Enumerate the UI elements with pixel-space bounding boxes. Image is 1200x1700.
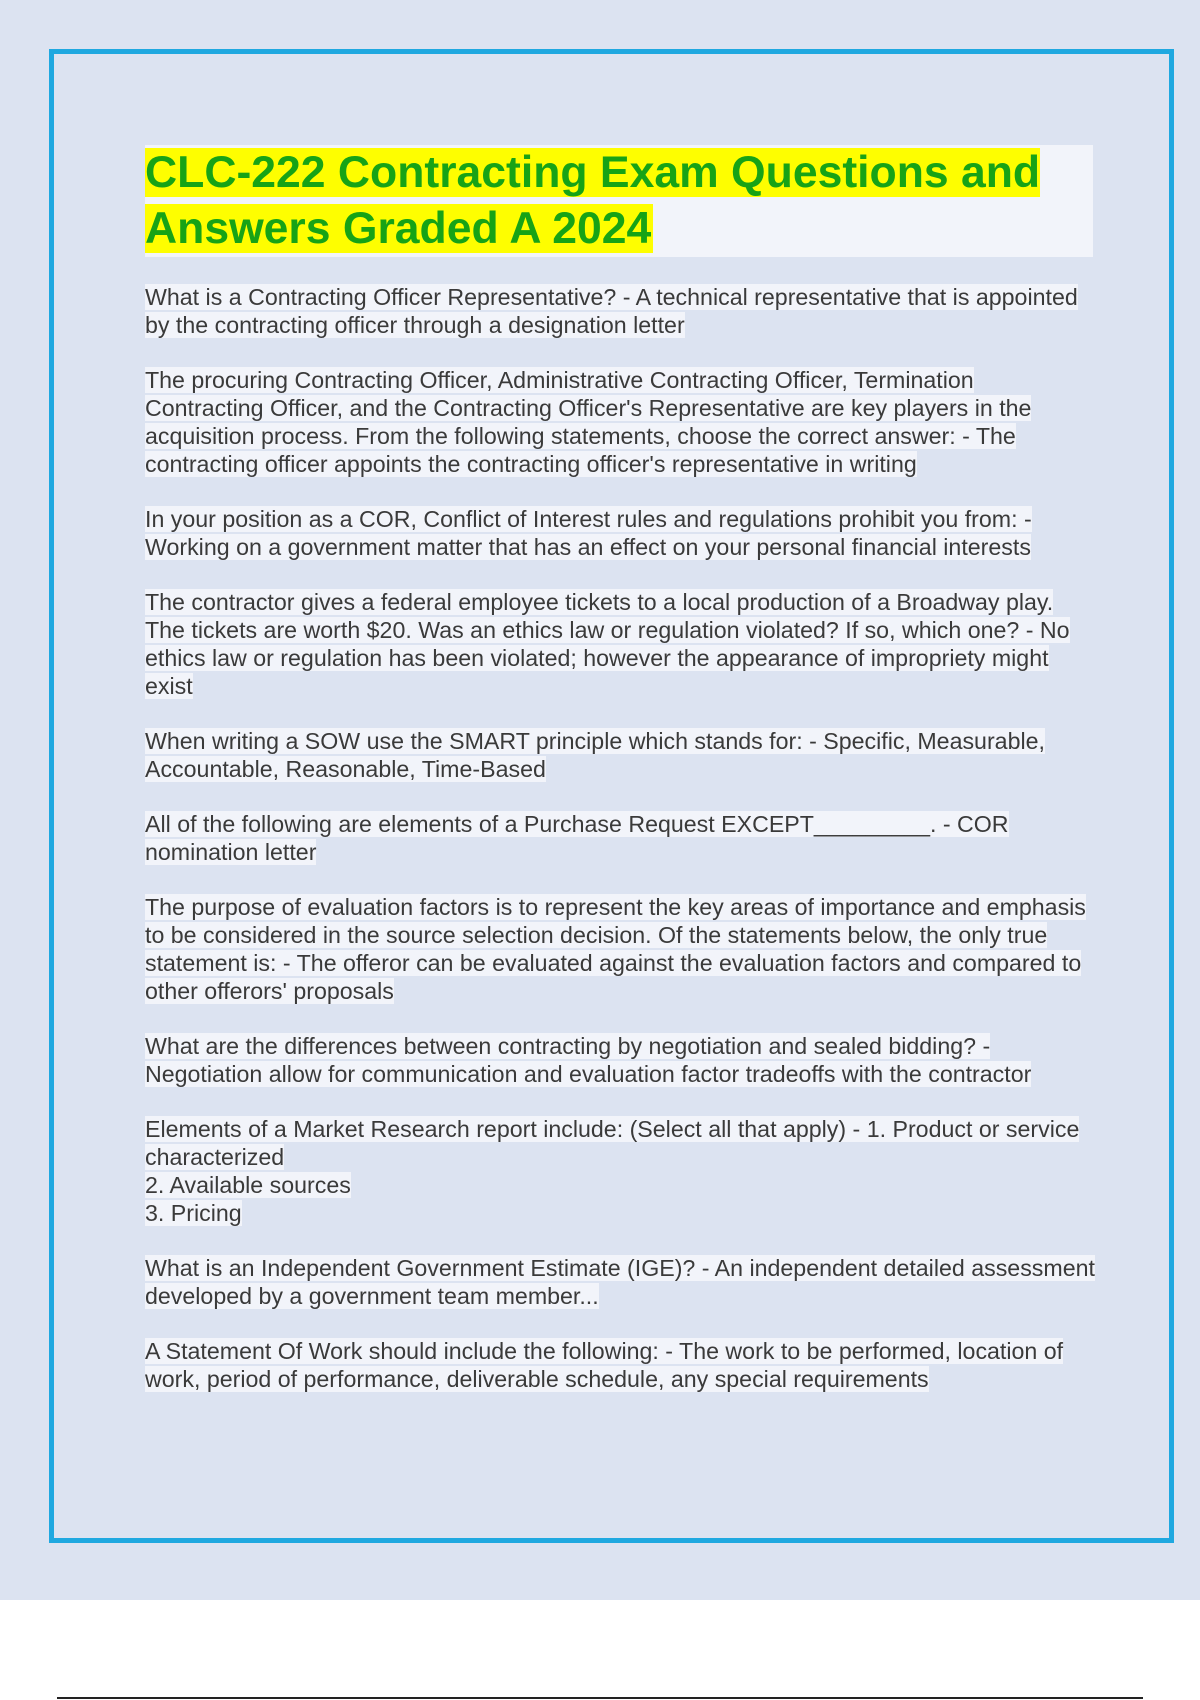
qa-item (145, 810, 1095, 866)
document-title-text: CLC-222 Contracting Exam Questions and Answers Graded A 2024 (145, 148, 1041, 253)
qa-item (145, 1254, 1095, 1310)
qa-item-text: What are the differences between contracting by negotiation and sealed bidding? - Negotiation allow for communication and evaluation factor tradeoffs with the contractor (145, 1033, 1032, 1087)
qa-item-text: When writing a SOW use the SMART principle which stands for: - Specific, Measurable, Accountable, Reasonable, Time-Based (145, 728, 1045, 782)
qa-item (145, 1032, 1095, 1088)
qa-item (145, 283, 1095, 339)
qa-item (145, 1337, 1095, 1393)
footer-divider (57, 1697, 1143, 1699)
qa-item (145, 505, 1095, 561)
qa-item-text: Elements of a Market Research report include: (Select all that apply) - 1. Product or service characterized 2. Available sources 3. Pricing (145, 1116, 1080, 1226)
qa-item (145, 727, 1095, 783)
qa-item-text: In your position as a COR, Conflict of Interest rules and regulations prohibit you from: - Working on a government matter that has an effect on your personal financial interests (145, 506, 1032, 560)
qa-item (145, 588, 1095, 700)
qa-item-text: The contractor gives a federal employee tickets to a local production of a Broadway play. The tickets are worth $20. Was an ethics law or regulation violated? If so, which one? - No ethics law or regulation has been violated; however the appearance of impropriety might exist (145, 589, 1070, 699)
qa-item-text: A Statement Of Work should include the following: - The work to be performed, location of work, period of performance, deliverable schedule, any special requirements (145, 1338, 1064, 1392)
qa-item (145, 893, 1095, 1005)
title-block (145, 145, 1093, 257)
qa-item (145, 1115, 1095, 1227)
qa-item-text: The purpose of evaluation factors is to represent the key areas of importance and emphasis to be considered in the source selection decision. Of the statements below, the only true statement is: - The offeror can be evaluated against the evaluation factors and compared to other offerors' proposals (145, 894, 1086, 1004)
qa-item (145, 366, 1095, 478)
qa-item-text: What is an Independent Government Estimate (IGE)? - An independent detailed assessment developed by a government team member... (145, 1255, 1095, 1309)
qa-item-text: All of the following are elements of a Purchase Request EXCEPT_________. - COR nomination letter (145, 811, 1009, 865)
document-title (145, 145, 1093, 257)
qa-list (145, 283, 1095, 1420)
qa-item-text: What is a Contracting Officer Representative? - A technical representative that is appointed by the contracting officer through a designation letter (145, 284, 1078, 338)
qa-item-text: The procuring Contracting Officer, Administrative Contracting Officer, Termination Contracting Officer, and the Contracting Officer's Representative are key players in the acquisition process. From the following statements, choose the correct answer: - The contracting officer appoints the contracting officer's representative in writing (145, 367, 1032, 477)
